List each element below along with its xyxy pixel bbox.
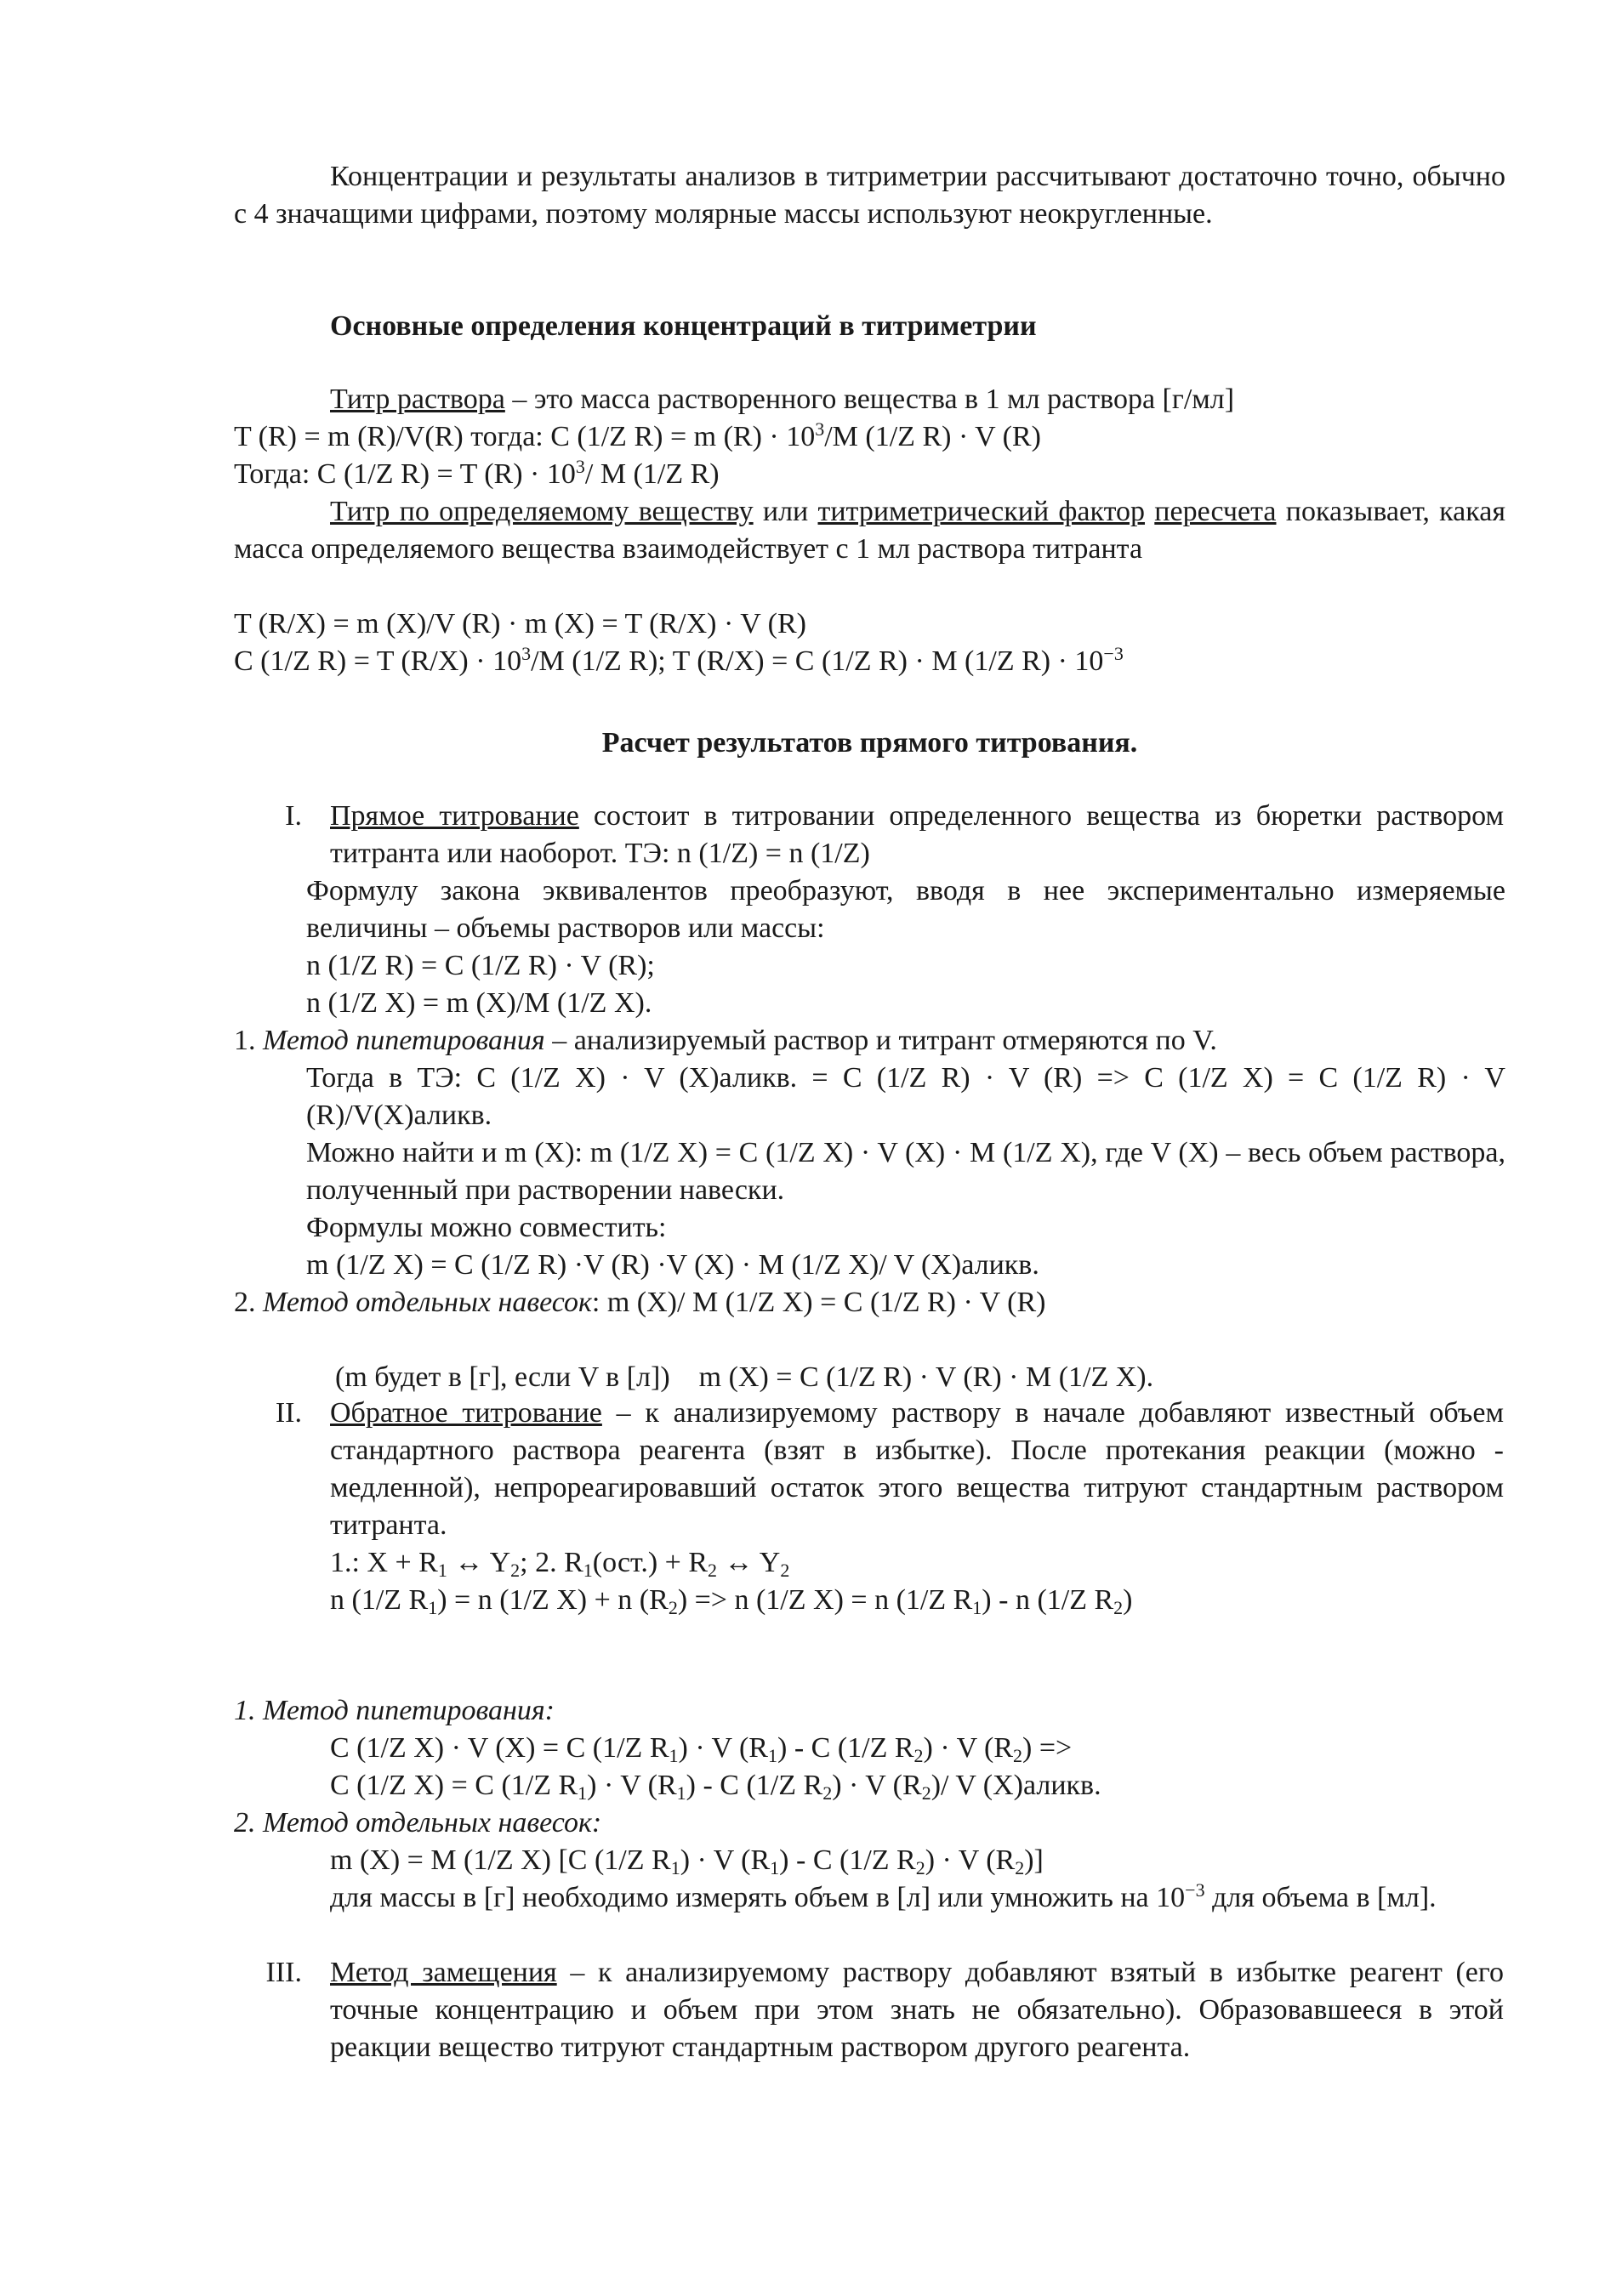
pipetting-mx-paragraph: Можно найти и m (X): m (1/Z X) = C (1/Z X) · V (X) · M (1/Z X), где V (X) – весь объем раствора, полученный при растворении навески. [306, 1137, 1505, 1206]
intro-paragraph: Концентрации и результаты анализов в титриметрии рассчитывают достаточно точно, обычно с 4 значащими цифрами, поэтому молярные массы используют неокругленные. [234, 161, 1505, 230]
trx-formula: T (R/X) = m (X)/V (R) · m (X) = T (R/X) · V (R) [234, 608, 806, 639]
term-substitution: Метод замещения [330, 1957, 557, 1988]
back-pipetting-formula-1: C (1/Z X) · V (X) = C (1/Z $R_1) \cdot V$ $(R_1)$ - C (1/Z $R_2) \cdot V$ $(R_2)$ => [330, 1732, 1073, 1766]
pipetting-te-formula: Тогда в ТЭ: C (1/Z X) · V (X)аликв. = C (1/Z R) · V (R) => C (1/Z X) = C (1/Z R) · V (R)/V(X)аликв. [306, 1062, 1505, 1131]
back-separate-title: 2. Метод отдельных навесок: [234, 1807, 602, 1839]
equivalents-law-paragraph: Формулу закона эквивалентов преобразуют, вводя в нее экспериментально измеряемые величины – объемы растворов или массы: [306, 875, 1505, 944]
n-r-formula: n (1/Z R) = C (1/Z R) · V (R); [306, 950, 655, 981]
back-balance-formula: n (1/Z $R_1) = n$ (1/Z X) + n $(R_2) => n$ (1/Z X) = n (1/Z $R_1$) - n (1/Z $R_2$) [330, 1584, 1133, 1618]
back-reaction-scheme: 1.: $X + R_1$ ↔ $Y_2$; 2. $R_1(ост.) + R_2$ ↔ $Y_2$ [330, 1547, 790, 1581]
titer-formula-then: Тогда: C (1/Z R) = T $(R) \cdot 10^3/$ M (1/Z R) [234, 456, 720, 490]
term-titrimetric-factor: титриметрический фактор [817, 496, 1146, 527]
term-titer-by-analyte: Титр по определяемому веществу [330, 496, 754, 527]
back-separate-note: для массы в [г] необходимо измерять объем в [л] или умножить на $10^{-3}$ для объема в [мл]. [330, 1879, 1437, 1913]
numeral-ii: II. [275, 1397, 302, 1429]
titrimetric-factor-paragraph: Титр по определяемому веществу или титриметрический фактор пересчета показывает, какая масса определяемого вещества взаимодействует с 1 мл раствора титранта [234, 496, 1505, 565]
n-x-formula: n (1/Z X) = m (X)/M (1/Z X). [306, 987, 652, 1019]
separate-weighings-title: 2. Метод отдельных навесок: m (X)/ M (1/Z X) = C (1/Z R) · V (R) [234, 1287, 1046, 1318]
numeral-iii: III. [265, 1957, 302, 1988]
separate-weighings-note: (m будет в [г], если V в [л]) m (X) = C (1/Z R) · V (R) · M (1/Z X). [335, 1361, 1154, 1393]
substitution-paragraph: Метод замещения – к анализируемому раствору добавляют взятый в избытке реагент (его точные концентрацию и объем при этом знать не обязательно). Образовавшееся в этой реакции вещество титруют стандартным раствором другого реагента. [330, 1957, 1504, 2063]
back-pipetting-formula-2: C (1/Z X) = C (1/Z $R_1) \cdot V$ $(R_1)$ - C (1/Z $R_2) \cdot V$ $(R_2)/$ V (X)аликв. [330, 1770, 1101, 1804]
pipetting-method-title: 1. Метод пипетирования – анализируемый раствор и титрант отмеряются по V. [234, 1025, 1217, 1056]
term-titer: Титр раствора [330, 384, 505, 415]
section-heading-direct-calc: Расчет результатов прямого титрования. [601, 727, 1138, 759]
titer-definition: Титр раствора – это масса растворенного вещества в 1 мл раствора [г/мл] [330, 384, 1235, 415]
back-pipetting-title: 1. Метод пипетирования: [234, 1695, 555, 1726]
direct-titration-paragraph: Прямое титрование состоит в титровании определенного вещества из бюретки раствором титранта или наоборот. ТЭ: n (1/Z) = n (1/Z) [330, 800, 1505, 869]
term-back-titration: Обратное титрование [330, 1397, 602, 1429]
back-separate-formula: m (X) = M (1/Z X) [C (1/Z $R_1) \cdot V$ $(R_1)$ - C (1/Z $R_2) \cdot V$ $(R_2)$] [330, 1844, 1044, 1878]
section-heading-definitions: Основные определения концентраций в титриметрии [330, 310, 1037, 342]
term-direct-titration: Прямое титрование [330, 800, 579, 832]
pipetting-combined-formula: m (1/Z X) = C (1/Z R) ·V (R) ·V (X) · M (1/Z X)/ V (X)аликв. [306, 1249, 1039, 1281]
pipetting-combine-label: Формулы можно совместить: [306, 1212, 667, 1243]
titer-formula: T (R) = m (R)/V(R) тогда: C (1/Z R) = m $(R) \cdot 10^3/M$ (1/Z R) · V (R) [234, 418, 1041, 452]
crx-formula: C (1/Z R) = T $(R/X) \cdot 10^3/M$ (1/Z R); T (R/X) = C (1/Z R) · M (1/Z $R) \cdot 10^{-3}$ [234, 643, 1124, 677]
numeral-i: I. [285, 800, 302, 832]
back-titration-paragraph: Обратное титрование – к анализируемому раствору в начале добавляют известный объем стандартного раствора реагента (взят в избытке). После протекания реакции (можно - медленной), непрореагировавший остаток этого вещества титруют стандартным раствором титранта. [330, 1397, 1504, 1541]
